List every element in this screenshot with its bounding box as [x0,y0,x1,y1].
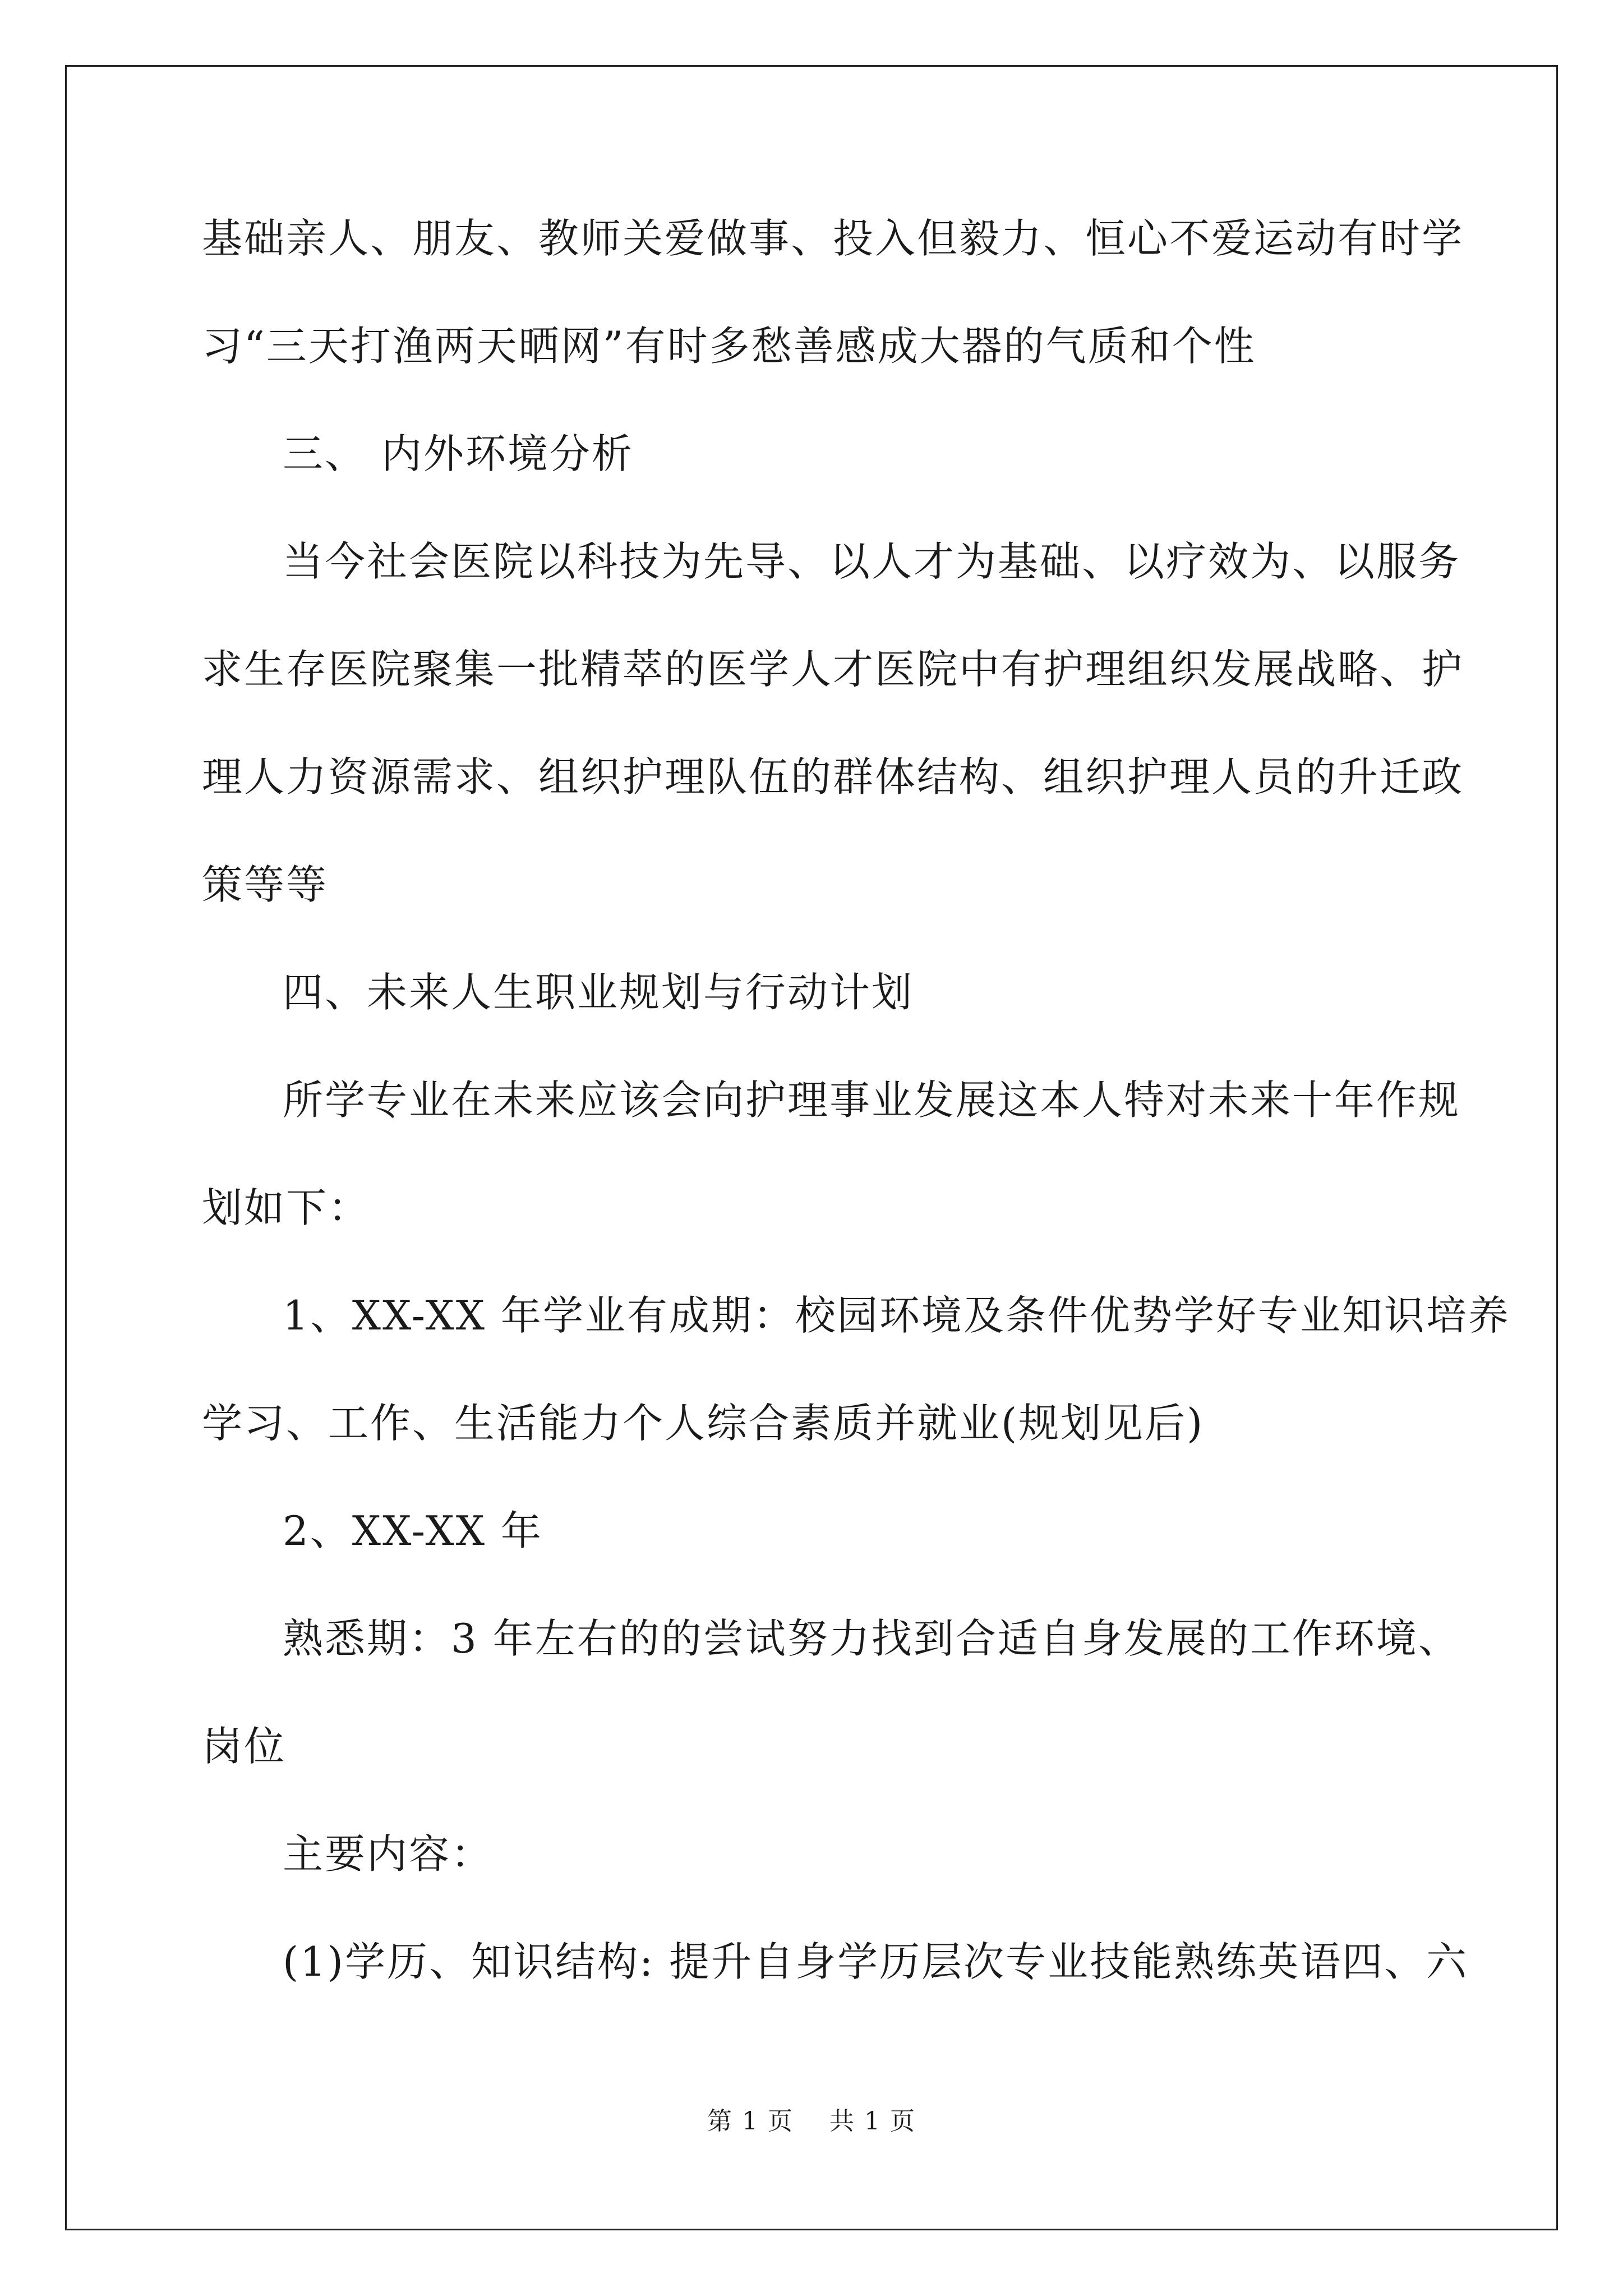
section-heading: 四、未来人生职业规划与行动计划 [283,969,914,1016]
paragraph-line: (1)学历、知识结构: 提升自身学历层次专业技能熟练英语四、六 [283,1938,1469,1985]
page-number-current: 第 1 页 [707,2107,794,2136]
paragraph-line: 2、XX-XX 年 [283,1507,543,1554]
paragraph-line: 主要内容： [283,1830,494,1878]
paragraph-line: 学习、工作、生活能力个人综合素质并就业(规划见后) [202,1400,1205,1447]
paragraph-line: 策等等 [202,861,329,908]
paragraph-line: 当今社会医院以科技为先导、以人才为基础、以疗效为、以服务 [283,538,1461,585]
paragraph-line: 求生存医院聚集一批精萃的医学人才医院中有护理组织发展战略、护 [202,646,1464,693]
section-heading: 三、 内外环境分析 [283,430,634,477]
page-number-total: 共 1 页 [829,2107,916,2136]
page-border [65,65,1558,2230]
paragraph-line: 习“三天打渔两天晒网”有时多愁善感成大器的气质和个性 [202,323,1256,370]
paragraph-line: 岗位 [202,1723,287,1770]
paragraph-line: 1、XX-XX 年学业有成期：校园环境及条件优势学好专业知识培养 [283,1292,1510,1339]
paragraph-line: 划如下： [202,1184,371,1231]
paragraph-line: 所学专业在未来应该会向护理事业发展这本人特对未来十年作规 [283,1076,1461,1124]
page-footer [0,2105,1623,2138]
paragraph-line: 基础亲人、朋友、教师关爱做事、投入但毅力、恒心不爱运动有时学 [202,215,1464,262]
paragraph-line: 理人力资源需求、组织护理队伍的群体结构、组织护理人员的升迁政 [202,753,1464,800]
paragraph-line: 熟悉期：3 年左右的的尝试努力找到合适自身发展的工作环境、 [283,1615,1460,1662]
